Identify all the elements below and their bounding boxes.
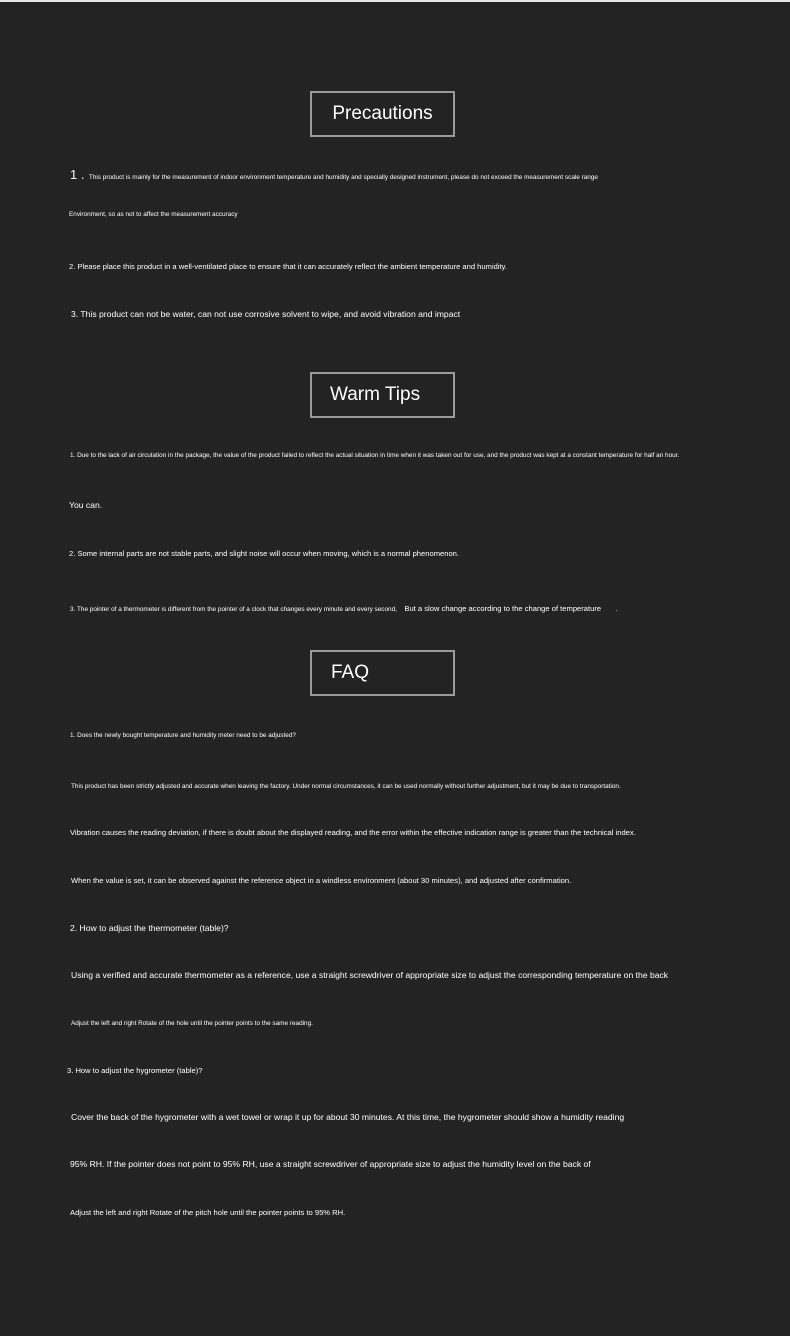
faq-answer-3-line-3: Adjust the left and right Rotate of the pitch hole until the pointer points to 95% RH. xyxy=(70,1208,346,1217)
precaution-1-text: This product is mainly for the measurement of indoor environment temperature and humidity and specially designed instrument, please do not exceed the measurement scale range xyxy=(88,174,598,181)
faq-answer-2-line-1: Using a verified and accurate thermometer as a reference, use a straight screwdriver of appropriate size to adjust the corresponding temperature on the back xyxy=(71,970,669,980)
faq-heading xyxy=(310,650,455,696)
warm-tips-heading-text: Warm Tips xyxy=(330,384,421,405)
faq-question-3: 3. How to adjust the hygrometer (table)? xyxy=(67,1066,203,1075)
warm-tip-1-continued: You can. xyxy=(69,500,103,510)
faq-answer-3-line-2: 95% RH. If the pointer does not point to 95% RH, use a straight screwdriver of appropriate size to adjust the humidity level on the back of xyxy=(70,1159,591,1169)
faq-answer-1-line-2: Vibration causes the reading deviation, if there is doubt about the displayed reading, and the error within the effective indication range is greater than the technical index. xyxy=(70,828,636,837)
faq-heading-text: FAQ xyxy=(331,662,370,683)
warm-tips-heading xyxy=(310,372,455,418)
warm-tip-2: 2. Some internal parts are not stable parts, and slight noise will occur when moving, which is a normal phenomenon. xyxy=(69,549,460,558)
warm-tip-3-part-a: 3. The pointer of a thermometer is different from the pointer of a clock that changes every minute and every second, xyxy=(70,606,397,613)
faq-answer-1-line-1: This product has been strictly adjusted and accurate when leaving the factory. Under normal circumstances, it can be used normally without further adjustment, but it may be due to transportation. xyxy=(71,783,621,790)
faq-answer-1-line-3: When the value is set, it can be observed against the reference object in a windless environment (about 30 minutes), and adjusted after confirmation. xyxy=(71,876,572,885)
precaution-2: 2. Please place this product in a well-ventilated place to ensure that it can accurately reflect the ambient temperature and humidity. xyxy=(69,262,508,271)
warm-tip-3-part-c: . xyxy=(615,606,618,613)
faq-question-1: 1. Does the newly bought temperature and humidity meter need to be adjusted? xyxy=(70,732,296,739)
precautions-heading xyxy=(310,91,455,137)
warm-tip-3-part-b: But a slow change according to the change of temperature xyxy=(404,604,602,613)
precautions-heading-text: Precautions xyxy=(332,103,433,124)
faq-answer-3-line-1: Cover the back of the hygrometer with a wet towel or wrap it up for about 30 minutes. At this time, the hygrometer should show a humidity reading xyxy=(71,1112,625,1122)
warm-tip-3 xyxy=(70,598,617,616)
precaution-1-number: 1 . xyxy=(70,167,85,182)
precaution-3: 3. This product can not be water, can not use corrosive solvent to wipe, and avoid vibration and impact xyxy=(71,309,461,319)
warm-tip-1: 1. Due to the lack of air circulation in the package, the value of the product failed to reflect the actual situation in time when it was taken out for use, and the product was kept at a constant temperature for half an hour. xyxy=(70,452,680,459)
precaution-1 xyxy=(70,166,598,184)
faq-question-2: 2. How to adjust the thermometer (table)? xyxy=(70,923,229,933)
precaution-1-continued: Environment, so as not to affect the measurement accuracy xyxy=(69,211,238,218)
top-divider xyxy=(0,0,790,2)
faq-answer-2-line-2: Adjust the left and right Rotate of the hole until the pointer points to the same reading. xyxy=(71,1020,313,1027)
